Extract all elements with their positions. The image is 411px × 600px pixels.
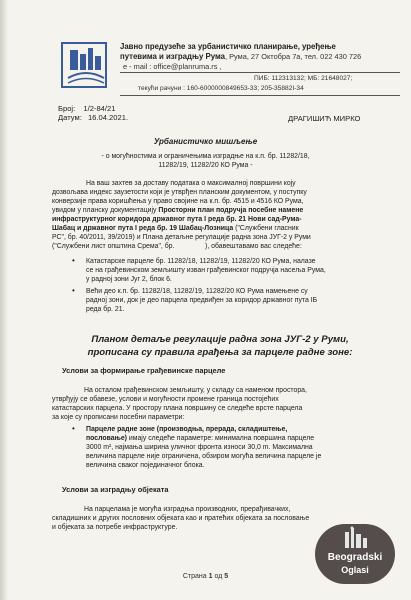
para1-line: катастарских парцела. У простору плана површину се следеће врсте парцела	[52, 405, 303, 412]
bullet-2-line: Већи део к.п. бр. 11282/18, 11282/19, 11282/20 КО Рума намењене су	[86, 288, 308, 295]
org-pib: ПИБ: 112313132; МБ: 21648027;	[254, 75, 353, 82]
document-number	[58, 104, 115, 113]
para1-line: На осталом грађевинском земљишту, у складу са наменом простора,	[84, 387, 307, 394]
watermark-line2: Oglasi	[341, 565, 369, 575]
bullet-3-line: величина парцеле није ограничена, обзиром могућа величина парцеле је	[86, 453, 322, 460]
header-divider	[120, 72, 400, 73]
intro-line	[52, 224, 299, 233]
bullet-1-line: у радној зони Југ 2, блок 6.	[86, 276, 172, 283]
subject-line-1: - о могућностима и ограничењима изградње на к.п. бр. 11282/18,	[101, 153, 310, 160]
intro-line	[52, 206, 303, 215]
bullet-2-line: реда бр. 21.	[86, 306, 125, 313]
bullet-3-line	[86, 434, 314, 443]
date-value: 16.04.2021.	[87, 113, 129, 122]
intro-text: увидом у планску документацију	[52, 207, 157, 214]
section-title-1: Планом детаље регулације радна зона ЈУГ-2 у Руми,	[91, 334, 349, 345]
bullet-3-line: 3000 m², најмања ширина уличног фронта износи 30,0 m. Максимална	[86, 444, 313, 451]
page-shadow	[0, 0, 8, 600]
organization-logo-icon	[58, 40, 116, 90]
document-date	[58, 113, 128, 122]
addressee: ДРАГИШИЋ МИРКО	[288, 114, 361, 123]
bullet-icon: •	[72, 256, 75, 265]
intro-line: конверзије права коришћења у право својине на к.п. бр. 4515 и 4516 КО Рума,	[52, 198, 304, 205]
watermark-line1: Beogradski	[327, 552, 383, 563]
org-accounts: текући рачуни : 160-6000000849653-33; 205-35882I-34	[138, 85, 304, 92]
subject-line-2: 11282/19, 11282/20 КО Рума -	[158, 162, 253, 169]
org-name-line2: путевима и изградњу Рума	[120, 52, 225, 61]
section-title-2: прописана су правила грађења за парцеле радне зоне:	[87, 347, 353, 358]
org-email: e - mail : office@planruma.rs ,	[123, 62, 222, 71]
intro-line: ("Службени лист општина Срема", бр. ), обавештавамо вас следеће:	[52, 243, 302, 250]
bullet-3-line: величина сваког појединачног блока.	[86, 462, 205, 469]
bullet-2-line: радној зони, док је део парцела предвиђен за коридор државног пута IБ	[86, 297, 318, 304]
bullet-icon: •	[72, 424, 75, 433]
para1-line: за које су прописани посебни параметри:	[52, 414, 185, 421]
intro-plan-bold: Просторни план подручја посебне намене	[158, 207, 304, 214]
org-name-line1: Јавно предузеће за урбанистичко планирање, уређење	[120, 42, 336, 51]
bullet-3-bold: пословање)	[86, 435, 127, 442]
bullet-1-line: се на грађевинском земљишту изван грађевинског подручја насеља Рума,	[86, 267, 326, 274]
para1-line: утврђују се обавезе, услови и могућности промене граница постојећих	[52, 396, 279, 403]
subheading-parcel: Услови за формирање грађевинске парцеле	[62, 366, 226, 375]
footer-page-label: Страна	[182, 573, 209, 580]
bullet-3-rest: имају следеће параметре: минимална површина парцеле	[128, 435, 315, 442]
intro-line: инфраструктурног коридора државног пута I реда бр. 21 Нови сад-Рума-	[52, 216, 302, 223]
footer-of-label: од	[212, 573, 225, 580]
watermark-logo	[315, 524, 395, 584]
para2-line: На парцелама је могућа изградња производних, прерађивачких,	[84, 506, 291, 513]
intro-line: дозвољава индекс заузетости који је утврђен планским документом, у поступку	[52, 189, 307, 196]
org-name-line2-row	[120, 52, 361, 61]
subheading-construction: Услови за изградњу објеката	[62, 485, 169, 494]
document-title: Урбанистичко мишљење	[153, 137, 258, 146]
para2-line: складишних и других пословних објеката као и пратећих објеката за пословање	[52, 515, 310, 522]
org-address: , Рума, 27 Октобра 7а, тел. 022 430 726	[224, 52, 362, 61]
bullet-icon: •	[72, 286, 75, 295]
intro-gazette: ("Службени гласник	[235, 225, 299, 232]
header-divider-2	[120, 95, 400, 96]
bullet-1-line: Катастарске парцеле бр. 11282/18, 11282/19, 11282/20 КО Рума, налазе	[86, 258, 316, 265]
footer-page-total: 5	[224, 573, 229, 580]
number-label: Број:	[58, 104, 76, 113]
footer-page-num: 1	[208, 573, 213, 580]
bullet-3-line: Парцеле радне зоне (производња, прерада, складиштење,	[86, 426, 288, 433]
number-value: 1/2-84/21	[83, 104, 116, 113]
intro-line: РС", бр. 40/2011, 39/2019) и Плана детаљне регулације радна зона ЈУГ-2 у Руми	[52, 234, 311, 241]
intro-road-bold: Шабац и државног пута I реда бр. 19 Шабац-Лозница	[52, 225, 234, 232]
para2-line: и објеката за потребе инфраструктуре.	[52, 524, 178, 531]
intro-line: На ваш захтев за доставу података о максималној површини коју	[86, 180, 296, 187]
date-label: Датум:	[58, 113, 82, 122]
